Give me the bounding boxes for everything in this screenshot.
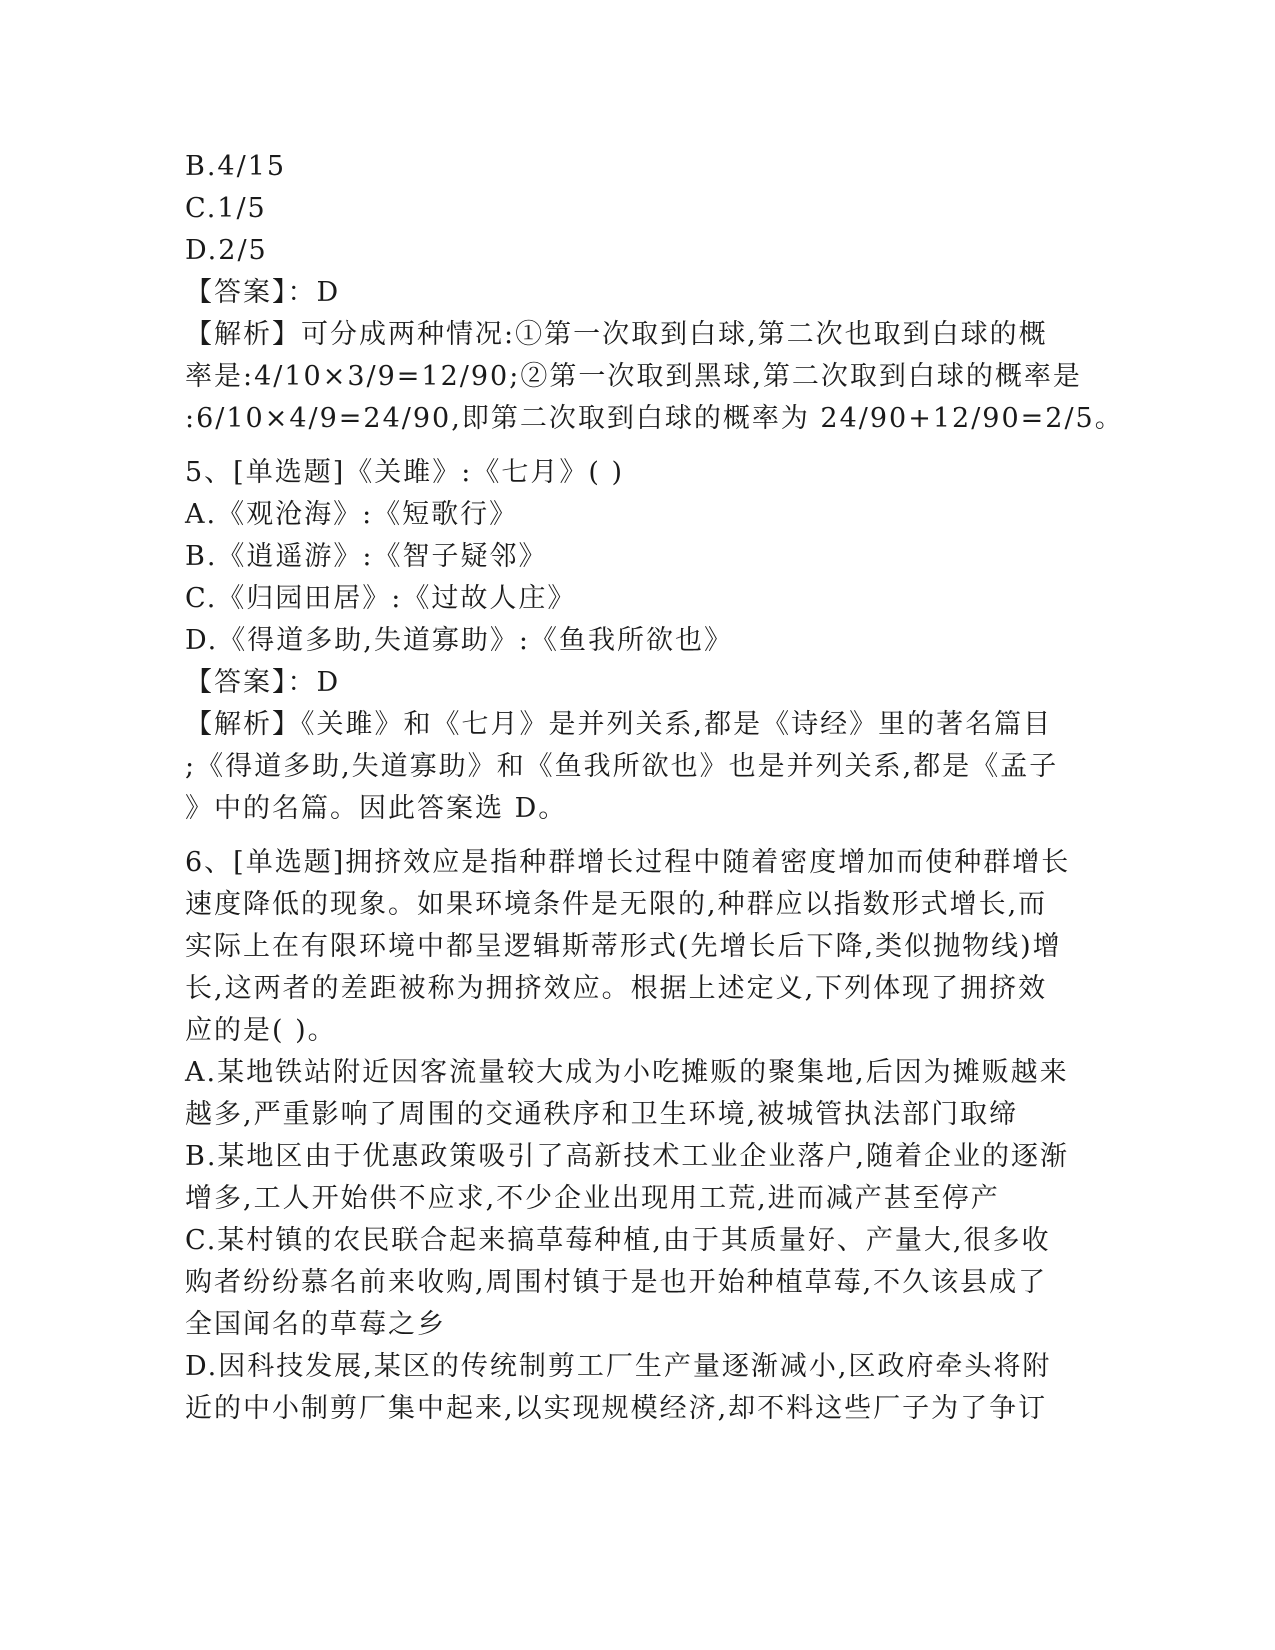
option-b: B.某地区由于优惠政策吸引了高新技术工业企业落户,随着企业的逐渐 [185,1141,1070,1172]
option-d: D.《得道多助,失道寡助》:《鱼我所欲也》 [185,625,733,656]
option-b: 增多,工人开始供不应求,不少企业出现用工荒,进而减产甚至停产 [185,1183,1000,1214]
option-c: C.《归园田居》:《过故人庄》 [185,583,577,614]
question-stem: 长,这两者的差距被称为拥挤效应。根据上述定义,下列体现了拥挤效 [185,973,1048,1004]
question-stem: 应的是( )。 [185,1015,337,1046]
option-a: A.某地铁站附近因客流量较大成为小吃摊贩的聚集地,后因为摊贩越来 [185,1057,1069,1088]
document-page [185,146,1124,1430]
option-c: 购者纷纷慕名前来收购,周围村镇于是也开始种植草莓,不久该县成了 [185,1267,1048,1298]
analysis-line: 【解析】可分成两种情况:①第一次取到白球,第二次也取到白球的概 [185,319,1048,350]
analysis-line: 【解析】《关雎》和《七月》是并列关系,都是《诗经》里的著名篇目 [185,709,1053,740]
option-d: D.因科技发展,某区的传统制剪工厂生产量逐渐减小,区政府牵头将附 [185,1351,1052,1382]
option-a: A.《观沧海》:《短歌行》 [185,499,519,530]
question-4 [185,146,1124,440]
question-stem: 速度降低的现象。如果环境条件是无限的,种群应以指数形式增长,而 [185,889,1048,920]
analysis-line: 率是:4/10×3/9=12/90;②第一次取到黑球,第二次取到白球的概率是 [185,361,1082,392]
answer: 【答案】：D [185,277,341,308]
option-d: 近的中小制剪厂集中起来,以实现规模经济,却不料这些厂子为了争订 [185,1393,1048,1424]
option-b: B.《逍遥游》:《智子疑邻》 [185,541,548,572]
spacer [185,830,1085,842]
option-a: 越多,严重影响了周围的交通秩序和卫生环境,被城管执法部门取缔 [185,1099,1019,1130]
analysis-line: :6/10×4/9=24/90,即第二次取到白球的概率为 24/90+12/90=2/5。 [185,403,1124,434]
option-c: C.1/5 [185,193,267,224]
question-stem: 5、[单选题]《关雎》:《七月》( ) [185,457,624,488]
analysis-line: 》中的名篇。因此答案选 D。 [185,793,568,824]
question-5 [185,452,1085,830]
answer: 【答案】：D [185,667,341,698]
question-stem: 实际上在有限环境中都呈逻辑斯蒂形式(先增长后下降,类似抛物线)增 [185,931,1062,962]
option-d: D.2/5 [185,235,268,266]
option-c: C.某村镇的农民联合起来搞草莓种植,由于其质量好、产量大,很多收 [185,1225,1051,1256]
question-stem: 6、[单选题]拥挤效应是指种群增长过程中随着密度增加而使种群增长 [185,847,1071,878]
option-c: 全国闻名的草莓之乡 [185,1309,446,1340]
question-6 [185,842,1085,1430]
analysis-line: ;《得道多助,失道寡助》和《鱼我所欲也》也是并列关系,都是《孟子 [185,751,1059,782]
option-b: B.4/15 [185,151,287,182]
spacer [185,440,1085,452]
